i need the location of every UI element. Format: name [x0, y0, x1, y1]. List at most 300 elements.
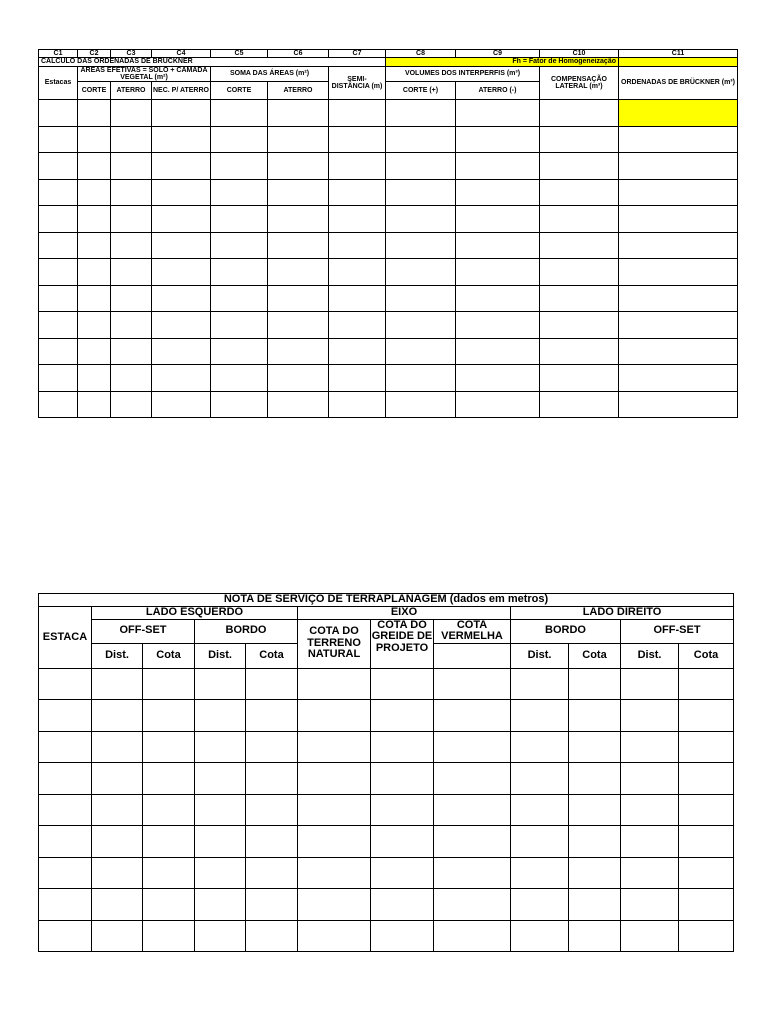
table-cell[interactable]	[39, 700, 92, 732]
table-cell[interactable]	[679, 763, 734, 795]
table-cell[interactable]	[621, 731, 679, 763]
table-cell[interactable]	[386, 338, 456, 365]
table-cell[interactable]	[540, 179, 619, 206]
table-cell[interactable]	[195, 700, 246, 732]
table-cell[interactable]	[143, 731, 195, 763]
nota-title-row	[39, 594, 734, 607]
table-cell[interactable]	[268, 126, 329, 153]
table-cell[interactable]	[268, 206, 329, 233]
table-cell[interactable]	[211, 285, 268, 312]
table-cell[interactable]	[39, 731, 92, 763]
table-cell[interactable]	[268, 100, 329, 127]
table-cell[interactable]	[329, 365, 386, 392]
table-cell[interactable]	[569, 731, 621, 763]
table-cell[interactable]	[211, 126, 268, 153]
right-offset-cota: Cota	[679, 643, 734, 668]
table-cell[interactable]	[621, 889, 679, 921]
table-cell[interactable]	[268, 232, 329, 259]
table-cell[interactable]	[39, 338, 78, 365]
table-row	[39, 100, 738, 127]
table-cell[interactable]	[246, 826, 298, 858]
volume-aterro-header: ATERRO (-)	[456, 82, 540, 100]
soma-aterro-header: ATERRO	[268, 82, 329, 100]
corte-header: CORTE	[78, 82, 111, 100]
table-cell[interactable]	[39, 920, 92, 952]
bruckner-table	[38, 49, 738, 418]
compensacao-header: COMPENSAÇÃO LATERAL (m³)	[540, 66, 619, 100]
table-row	[39, 126, 738, 153]
table-cell[interactable]	[78, 153, 111, 180]
table-cell[interactable]	[39, 365, 78, 392]
table-row	[39, 794, 734, 826]
table-cell[interactable]	[78, 312, 111, 339]
table-cell[interactable]	[329, 338, 386, 365]
title-row	[39, 58, 738, 66]
table-cell[interactable]	[456, 391, 540, 418]
table-cell[interactable]	[143, 700, 195, 732]
nota-servico-table	[38, 593, 734, 952]
table-cell[interactable]	[195, 763, 246, 795]
table-cell[interactable]	[511, 920, 569, 952]
table-cell[interactable]	[78, 206, 111, 233]
table-cell[interactable]	[111, 153, 152, 180]
table-cell[interactable]	[569, 668, 621, 700]
table-cell[interactable]	[143, 668, 195, 700]
table-cell[interactable]	[569, 794, 621, 826]
left-offset-header: OFF-SET	[92, 619, 195, 643]
table-cell[interactable]	[621, 763, 679, 795]
table-cell[interactable]	[621, 668, 679, 700]
table-cell[interactable]	[152, 153, 211, 180]
table-cell[interactable]	[371, 794, 434, 826]
table-cell[interactable]	[329, 285, 386, 312]
soma-corte-header: CORTE	[211, 82, 268, 100]
table-cell[interactable]	[246, 889, 298, 921]
table-cell[interactable]	[78, 179, 111, 206]
table-cell[interactable]	[39, 100, 78, 127]
table-cell[interactable]	[621, 920, 679, 952]
table-cell[interactable]	[92, 763, 143, 795]
table-cell[interactable]	[78, 338, 111, 365]
table-cell[interactable]	[329, 391, 386, 418]
table-cell[interactable]	[92, 826, 143, 858]
table-cell[interactable]	[569, 920, 621, 952]
table-cell[interactable]	[619, 365, 738, 392]
table-row	[39, 731, 734, 763]
right-bordo-header: BORDO	[511, 619, 621, 643]
table-cell[interactable]	[39, 668, 92, 700]
table-cell[interactable]	[211, 179, 268, 206]
table-cell[interactable]	[329, 206, 386, 233]
table-cell[interactable]	[39, 794, 92, 826]
table-cell[interactable]	[246, 794, 298, 826]
table-row	[39, 826, 734, 858]
table-row	[39, 285, 738, 312]
left-offset-cota: Cota	[143, 643, 195, 668]
table-cell[interactable]	[456, 232, 540, 259]
table-cell[interactable]	[386, 206, 456, 233]
table-cell[interactable]	[386, 100, 456, 127]
col-code-c8: C8	[386, 50, 456, 58]
table-cell[interactable]	[92, 889, 143, 921]
table-cell[interactable]	[298, 731, 371, 763]
table-cell[interactable]	[619, 153, 738, 180]
table-cell[interactable]	[111, 285, 152, 312]
table-cell[interactable]	[211, 312, 268, 339]
table-cell[interactable]	[619, 338, 738, 365]
table-cell[interactable]	[152, 391, 211, 418]
table-cell[interactable]	[298, 794, 371, 826]
table-cell[interactable]	[679, 700, 734, 732]
table-cell[interactable]	[211, 232, 268, 259]
table-cell[interactable]	[329, 259, 386, 286]
right-bordo-cota: Cota	[569, 643, 621, 668]
table-cell[interactable]	[329, 100, 386, 127]
table-cell[interactable]	[111, 365, 152, 392]
table-cell[interactable]	[78, 100, 111, 127]
col-code-c2: C2	[78, 50, 111, 58]
table-cell[interactable]	[195, 731, 246, 763]
table-cell[interactable]	[679, 920, 734, 952]
table-cell[interactable]	[246, 920, 298, 952]
table-cell[interactable]	[268, 153, 329, 180]
table-cell[interactable]	[511, 700, 569, 732]
table-cell[interactable]	[211, 206, 268, 233]
table-cell[interactable]	[540, 365, 619, 392]
table-cell[interactable]	[329, 179, 386, 206]
table-cell[interactable]	[143, 794, 195, 826]
table-cell[interactable]	[152, 338, 211, 365]
table-cell[interactable]	[111, 391, 152, 418]
table-cell[interactable]	[679, 889, 734, 921]
right-offset-header: OFF-SET	[621, 619, 734, 643]
table-cell[interactable]	[619, 206, 738, 233]
table-row	[39, 312, 738, 339]
soma-areas-header: SOMA DAS ÁREAS (m²)	[211, 66, 329, 82]
col-code-c10: C10	[540, 50, 619, 58]
table-cell[interactable]	[386, 365, 456, 392]
cota-terreno-header: COTA DO TERRENO NATURAL	[298, 619, 371, 668]
table-cell[interactable]	[569, 857, 621, 889]
table-cell[interactable]	[78, 232, 111, 259]
aterro-header: ATERRO	[111, 82, 152, 100]
table-cell[interactable]	[456, 153, 540, 180]
table-cell[interactable]	[152, 232, 211, 259]
table-cell[interactable]	[386, 285, 456, 312]
table-cell[interactable]	[511, 763, 569, 795]
table-row	[39, 232, 738, 259]
table-cell[interactable]	[298, 763, 371, 795]
table-cell[interactable]	[143, 889, 195, 921]
table-cell[interactable]	[371, 857, 434, 889]
table-cell[interactable]	[386, 232, 456, 259]
table-cell[interactable]	[111, 259, 152, 286]
table-cell[interactable]	[434, 889, 511, 921]
table-cell[interactable]	[39, 153, 78, 180]
table-cell[interactable]	[371, 826, 434, 858]
table-cell[interactable]	[195, 668, 246, 700]
table-cell[interactable]	[456, 365, 540, 392]
table-cell[interactable]	[92, 794, 143, 826]
table-cell[interactable]	[371, 889, 434, 921]
table-cell[interactable]	[195, 857, 246, 889]
table-cell[interactable]	[619, 232, 738, 259]
table-cell[interactable]	[195, 920, 246, 952]
table-cell[interactable]	[329, 126, 386, 153]
table-cell[interactable]	[434, 857, 511, 889]
table-cell[interactable]	[540, 338, 619, 365]
table-cell[interactable]	[511, 889, 569, 921]
table-cell[interactable]	[143, 826, 195, 858]
table-cell[interactable]	[621, 794, 679, 826]
table-cell[interactable]	[540, 126, 619, 153]
col-code-c5: C5	[211, 50, 268, 58]
table-cell[interactable]	[621, 857, 679, 889]
table-cell[interactable]	[386, 259, 456, 286]
table-cell[interactable]	[152, 365, 211, 392]
table-cell[interactable]	[152, 285, 211, 312]
table-cell[interactable]	[78, 365, 111, 392]
fh-label: Fh = Fator de Homogeneização	[386, 58, 619, 66]
table-cell[interactable]	[298, 889, 371, 921]
table-cell[interactable]	[619, 312, 738, 339]
table-cell[interactable]	[39, 126, 78, 153]
table-cell[interactable]	[195, 826, 246, 858]
table-cell[interactable]	[434, 700, 511, 732]
table-row	[39, 668, 734, 700]
table-cell[interactable]	[39, 857, 92, 889]
table-cell[interactable]	[619, 126, 738, 153]
table-cell[interactable]	[92, 920, 143, 952]
col-code-c6: C6	[268, 50, 329, 58]
table-cell[interactable]	[152, 259, 211, 286]
left-bordo-header: BORDO	[195, 619, 298, 643]
table-cell[interactable]	[211, 259, 268, 286]
table-cell[interactable]	[78, 391, 111, 418]
table-cell[interactable]	[456, 338, 540, 365]
table-cell[interactable]	[39, 391, 78, 418]
table-cell[interactable]	[195, 794, 246, 826]
table-row	[39, 763, 734, 795]
table-cell[interactable]	[39, 179, 78, 206]
table-cell[interactable]	[39, 232, 78, 259]
table-cell[interactable]	[511, 668, 569, 700]
table-cell[interactable]	[329, 232, 386, 259]
table-cell[interactable]	[434, 668, 511, 700]
table-row	[39, 700, 734, 732]
table-cell[interactable]	[39, 206, 78, 233]
table-cell[interactable]	[511, 794, 569, 826]
table-cell[interactable]	[39, 259, 78, 286]
table-cell[interactable]	[434, 763, 511, 795]
table-cell[interactable]	[111, 338, 152, 365]
table-cell[interactable]	[298, 668, 371, 700]
table-cell[interactable]	[456, 206, 540, 233]
table-cell[interactable]	[619, 285, 738, 312]
table-cell[interactable]	[246, 857, 298, 889]
table-cell[interactable]	[92, 700, 143, 732]
table-cell[interactable]	[386, 153, 456, 180]
lado-esquerdo-header: LADO ESQUERDO	[92, 607, 298, 620]
estacas-header: Estacas	[39, 66, 78, 100]
table-cell[interactable]	[39, 826, 92, 858]
table-row	[39, 391, 738, 418]
table-cell[interactable]	[111, 312, 152, 339]
table-cell[interactable]	[78, 259, 111, 286]
table-cell[interactable]	[434, 731, 511, 763]
cota-vermelha-sub	[434, 643, 511, 668]
table-cell[interactable]	[92, 668, 143, 700]
col-code-c4: C4	[152, 50, 211, 58]
table-cell[interactable]	[434, 920, 511, 952]
table-cell[interactable]	[386, 391, 456, 418]
table-cell[interactable]	[246, 700, 298, 732]
table-cell[interactable]	[329, 153, 386, 180]
table-cell[interactable]	[456, 312, 540, 339]
table-cell[interactable]	[540, 312, 619, 339]
cota-vermelha-header: COTA VERMELHA	[434, 619, 511, 643]
table-cell[interactable]	[298, 920, 371, 952]
table-row	[39, 365, 738, 392]
table-cell[interactable]	[78, 126, 111, 153]
table-cell[interactable]	[268, 312, 329, 339]
table-cell[interactable]	[152, 126, 211, 153]
table-cell[interactable]	[111, 206, 152, 233]
table-cell[interactable]	[298, 826, 371, 858]
table-cell[interactable]	[39, 889, 92, 921]
table-cell[interactable]	[39, 285, 78, 312]
fh-value-cell	[619, 58, 738, 66]
table-cell[interactable]	[211, 153, 268, 180]
table-cell[interactable]	[143, 920, 195, 952]
eixo-header: EIXO	[298, 607, 511, 620]
lado-direito-header: LADO DIREITO	[511, 607, 734, 620]
table-cell[interactable]	[456, 259, 540, 286]
table-cell[interactable]	[211, 365, 268, 392]
table-row	[39, 206, 738, 233]
table-cell[interactable]	[540, 153, 619, 180]
table-cell[interactable]	[511, 731, 569, 763]
table-row	[39, 259, 738, 286]
table-cell[interactable]	[268, 365, 329, 392]
semi-distancia-header: SEMI-DISTÂNCIA (m)	[329, 66, 386, 100]
table-cell[interactable]	[619, 179, 738, 206]
table-cell[interactable]	[679, 826, 734, 858]
table-cell[interactable]	[569, 889, 621, 921]
table-cell[interactable]	[456, 285, 540, 312]
table-cell[interactable]	[621, 700, 679, 732]
table-cell[interactable]	[621, 826, 679, 858]
table-cell[interactable]	[111, 179, 152, 206]
table-cell[interactable]	[434, 826, 511, 858]
table-cell[interactable]	[195, 889, 246, 921]
table-cell[interactable]	[211, 100, 268, 127]
ordenadas-header: ORDENADAS DE BRÜCKNER (m³)	[619, 66, 738, 100]
table-cell[interactable]	[298, 857, 371, 889]
table-cell[interactable]	[111, 126, 152, 153]
table-cell[interactable]	[569, 826, 621, 858]
table-cell[interactable]	[268, 179, 329, 206]
table-cell[interactable]	[569, 700, 621, 732]
table-cell[interactable]	[268, 391, 329, 418]
table-cell[interactable]	[434, 794, 511, 826]
table-cell[interactable]	[540, 100, 619, 127]
table-cell[interactable]	[679, 794, 734, 826]
table-cell[interactable]	[540, 232, 619, 259]
col-code-c1: C1	[39, 50, 78, 58]
table-cell[interactable]	[511, 857, 569, 889]
table-cell[interactable]	[540, 391, 619, 418]
estaca-header: ESTACA	[39, 607, 92, 669]
table-cell[interactable]	[619, 259, 738, 286]
table-cell[interactable]	[371, 763, 434, 795]
table-cell[interactable]	[246, 731, 298, 763]
table-cell[interactable]	[619, 391, 738, 418]
table-cell[interactable]	[268, 285, 329, 312]
table-cell[interactable]	[152, 179, 211, 206]
right-bordo-dist: Dist.	[511, 643, 569, 668]
table-cell[interactable]	[152, 312, 211, 339]
table-cell[interactable]	[268, 259, 329, 286]
table-cell[interactable]	[92, 857, 143, 889]
table-cell[interactable]	[511, 826, 569, 858]
table-cell[interactable]	[569, 763, 621, 795]
bruckner-title: CÁLCULO DAS ORDENADAS DE BRUCKNER	[39, 58, 386, 66]
table-cell[interactable]	[386, 179, 456, 206]
table-cell[interactable]	[329, 312, 386, 339]
table-cell[interactable]	[386, 126, 456, 153]
table-row	[39, 857, 734, 889]
table-cell[interactable]	[456, 179, 540, 206]
table-cell[interactable]	[540, 285, 619, 312]
left-bordo-dist: Dist.	[195, 643, 246, 668]
table-cell[interactable]	[39, 763, 92, 795]
table-cell[interactable]	[371, 920, 434, 952]
left-offset-dist: Dist.	[92, 643, 143, 668]
table-cell[interactable]	[152, 206, 211, 233]
table-cell[interactable]	[679, 857, 734, 889]
table-cell[interactable]	[211, 338, 268, 365]
table-cell[interactable]	[78, 285, 111, 312]
table-cell[interactable]	[298, 700, 371, 732]
table-cell[interactable]	[619, 100, 738, 127]
table-cell[interactable]	[456, 100, 540, 127]
table-cell[interactable]	[39, 312, 78, 339]
nota-title: NOTA DE SERVIÇO DE TERRAPLANAGEM (dados em metros)	[39, 594, 734, 607]
table-cell[interactable]	[540, 206, 619, 233]
table-cell[interactable]	[111, 100, 152, 127]
table-cell[interactable]	[143, 857, 195, 889]
table-row	[39, 920, 734, 952]
table-cell[interactable]	[211, 391, 268, 418]
table-cell[interactable]	[371, 700, 434, 732]
table-cell[interactable]	[152, 100, 211, 127]
table-cell[interactable]	[92, 731, 143, 763]
table-cell[interactable]	[679, 731, 734, 763]
table-cell[interactable]	[143, 763, 195, 795]
table-cell[interactable]	[246, 668, 298, 700]
table-cell[interactable]	[371, 731, 434, 763]
table-cell[interactable]	[371, 668, 434, 700]
table-cell[interactable]	[386, 312, 456, 339]
table-cell[interactable]	[111, 232, 152, 259]
table-cell[interactable]	[456, 126, 540, 153]
table-cell[interactable]	[246, 763, 298, 795]
table-cell[interactable]	[540, 259, 619, 286]
col-code-c9: C9	[456, 50, 540, 58]
table-cell[interactable]	[268, 338, 329, 365]
table-cell[interactable]	[679, 668, 734, 700]
